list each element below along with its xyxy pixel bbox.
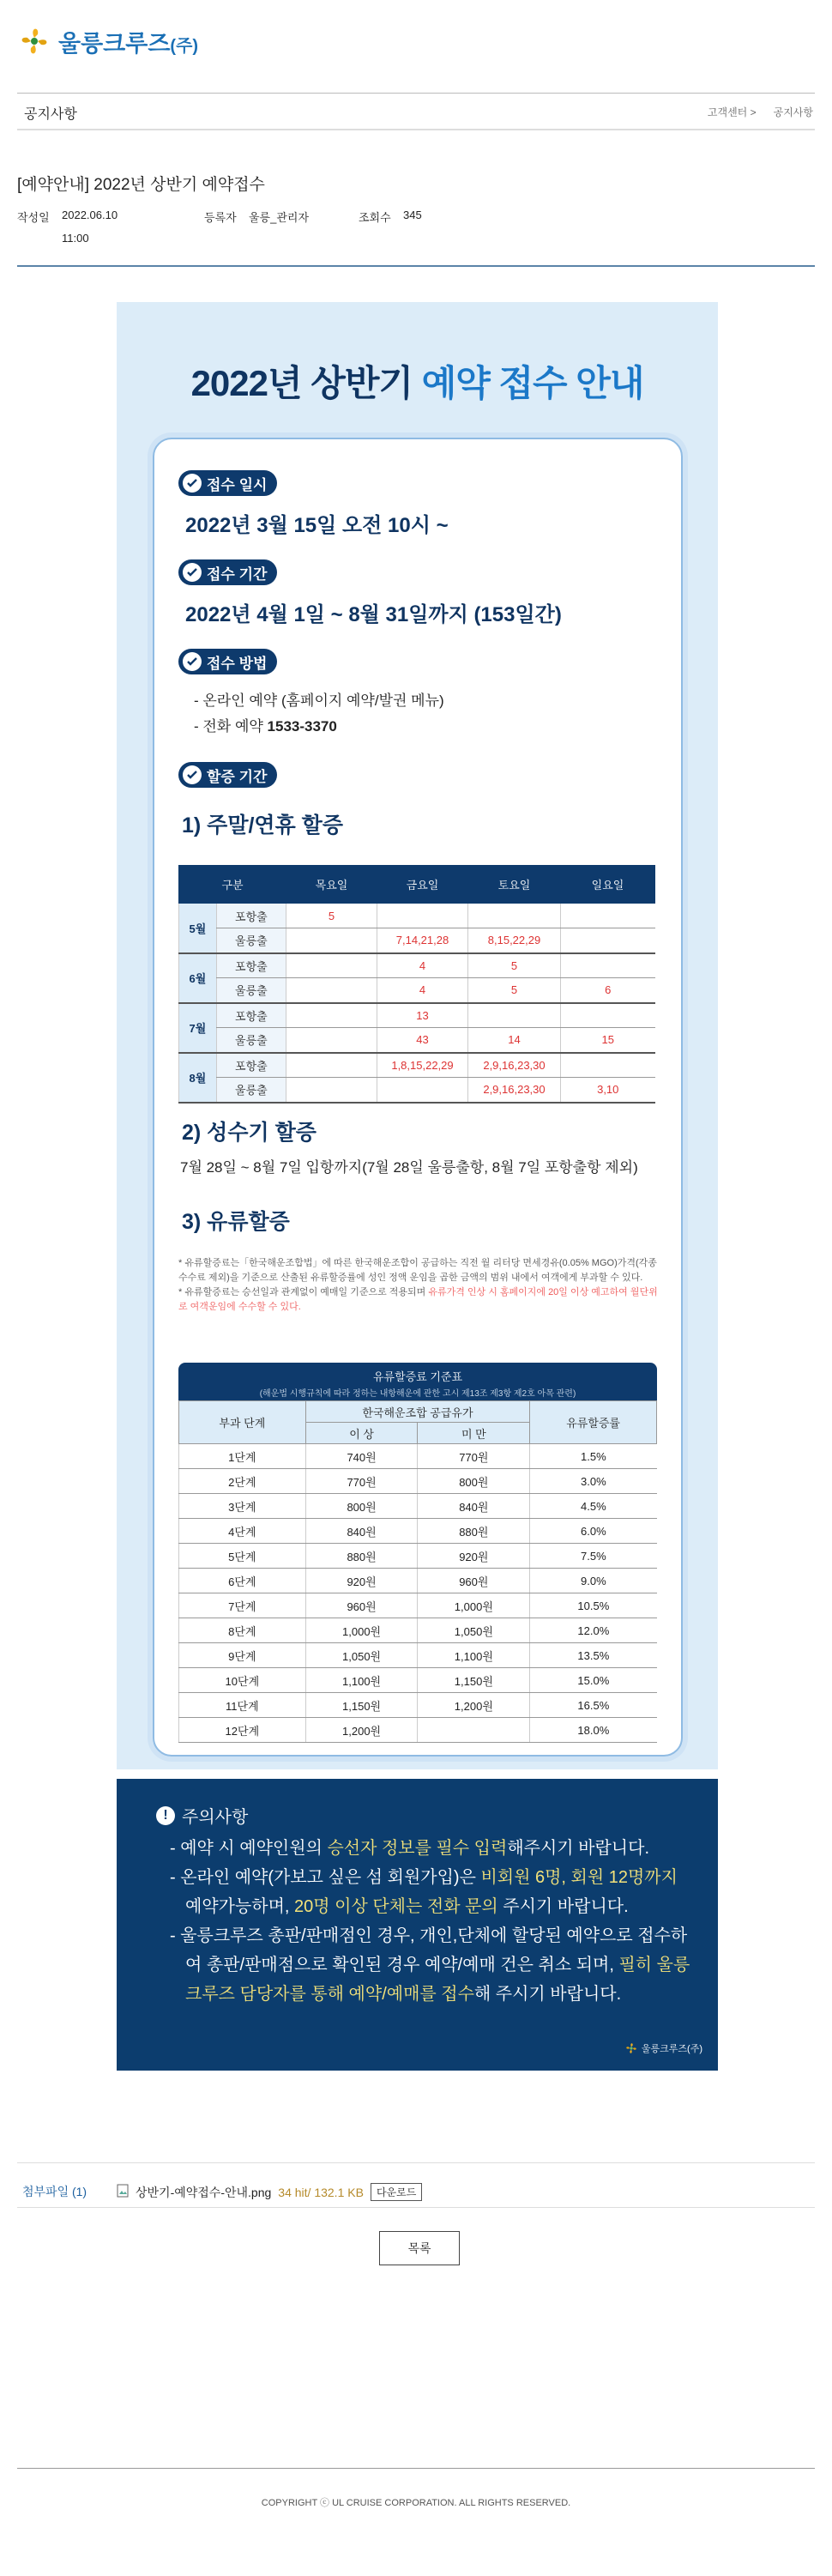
th-fri: 금요일: [377, 866, 468, 904]
caution-body: [170, 1834, 693, 2009]
fuel-cell: 960원: [418, 1569, 530, 1593]
fuel-cell: 880원: [418, 1519, 530, 1544]
check-icon: [183, 765, 202, 784]
cell: 5: [286, 904, 377, 928]
fuel-table-row: [179, 1668, 657, 1693]
cell: 2,9,16,23,30: [468, 1053, 561, 1078]
cell: 2,9,16,23,30: [468, 1078, 561, 1103]
caution-item-2: - 온라인 예약(가보고 싶은 섬 회원가입)은 비회원 6명, 회원 12명까지: [170, 1868, 678, 1887]
cell: [561, 904, 655, 928]
fuel-cell: 1,050원: [305, 1643, 418, 1668]
date-value: 2022.06.10: [62, 209, 118, 221]
fuel-cell: 12.0%: [530, 1618, 657, 1643]
fuel-cell: 1,200원: [305, 1718, 418, 1743]
method-online: - 온라인 예약 (홈페이지 예약/발권 메뉴): [194, 692, 444, 709]
info-card: [153, 438, 683, 1757]
fuel-cell: 1,150원: [418, 1668, 530, 1693]
list-button[interactable]: 목록: [379, 2231, 460, 2265]
check-icon: [183, 474, 202, 493]
cell: [377, 1078, 468, 1103]
route-cell: 울릉출: [216, 978, 286, 1003]
receipt-date-value: 2022년 3월 15일 오전 10시 ~: [185, 514, 449, 537]
divider: [17, 2468, 815, 2469]
fuel-cell: 10단계: [179, 1668, 306, 1693]
fuel-cell: 1,100원: [305, 1668, 418, 1693]
fuel-cell: 13.5%: [530, 1643, 657, 1668]
fuel-cell: 9.0%: [530, 1569, 657, 1593]
caution-item-1: - 예약 시 예약인원의 승선자 정보를 필수 입력해주시기 바랍니다.: [170, 1839, 650, 1858]
fuel-table-row: [179, 1618, 657, 1643]
caution-item-2-cont: 예약가능하며, 20명 이상 단체는 전화 문의 주시기 바랍니다.: [185, 1897, 629, 1916]
fuel-cell: 12단계: [179, 1718, 306, 1743]
cell: [286, 978, 377, 1003]
poster-title: 2022년 상반기 예약 접수 안내: [190, 363, 644, 403]
note-2: * 유류할증료는 승선일과 관계없이 예매일 기준으로 적용되며 유류가격 인상 시 홈페이지에 20일 이상 예고하여 월단위로 여객운임에 수수할 수 있다.: [178, 1287, 658, 1312]
fuel-cell: 16.5%: [530, 1693, 657, 1718]
caution-item-3: - 울릉크루즈 총판/판매점인 경우, 개인,단체에 할당된 예약으로 접수하여 총판/판매점으로 확인된 경우 예약/예매 건은 취소 되며, 필히 울릉크루즈 담당자를 통해 예약/예매를 접수해 주시기 바랍니다.: [170, 1926, 690, 2004]
image-file-icon: [117, 2184, 129, 2200]
fuel-cell: 1,200원: [418, 1693, 530, 1718]
cell: [286, 928, 377, 953]
th-category: 구분: [179, 866, 286, 904]
fuel-cell: 4단계: [179, 1519, 306, 1544]
date-label: 작성일: [17, 211, 50, 224]
author-value: 울릉_관리자: [249, 211, 310, 224]
cell: [286, 1003, 377, 1028]
views-value: 345: [403, 209, 422, 221]
section-peak-surcharge: 2) 성수기 할증: [182, 1121, 317, 1145]
fuel-table-row: [179, 1643, 657, 1668]
cell: [377, 904, 468, 928]
fuel-cell: 9단계: [179, 1643, 306, 1668]
download-button[interactable]: 다운로드: [371, 2183, 422, 2201]
surcharge-period-badge: 할증 기간: [178, 762, 277, 788]
fuel-cell: 3.0%: [530, 1469, 657, 1494]
cell: 1,8,15,22,29: [377, 1053, 468, 1078]
fuel-cell: 7단계: [179, 1593, 306, 1618]
divider: [17, 129, 815, 130]
fuel-cell: 840원: [418, 1494, 530, 1519]
copyright: COPYRIGHT ⓒ UL CRUISE CORPORATION. ALL RIGHTS RESERVED.: [261, 2498, 571, 2508]
fuel-cell: [418, 1718, 530, 1743]
fuel-table-row: [179, 1593, 657, 1618]
fuel-cell: 1,050원: [418, 1618, 530, 1643]
receipt-method-badge: 접수 방법: [178, 649, 277, 674]
fuel-table-row: [179, 1469, 657, 1494]
fuel-cell: 920원: [418, 1544, 530, 1569]
section-fuel-surcharge: 3) 유류할증: [182, 1210, 290, 1234]
fuel-table-row: [179, 1519, 657, 1544]
cell: 5: [468, 978, 561, 1003]
board-title: 공지사항: [24, 107, 77, 122]
th-supply: 한국해운조합 공급유가: [305, 1401, 530, 1423]
author-label: 등록자: [204, 211, 237, 224]
fuel-table-row: [179, 1494, 657, 1519]
divider: [17, 2162, 815, 2163]
fuel-table-row: [179, 1444, 657, 1469]
route-cell: 포항출: [216, 1053, 286, 1078]
cell: [561, 1053, 655, 1078]
fuel-cell: 10.5%: [530, 1593, 657, 1618]
th-over: 이 상: [305, 1423, 418, 1444]
fuel-cell: 15.0%: [530, 1668, 657, 1693]
cell: 43: [377, 1028, 468, 1053]
cell: 15: [561, 1028, 655, 1053]
cell: 5: [468, 953, 561, 978]
fuel-cell: 18.0%: [530, 1718, 657, 1743]
cell: 3,10: [561, 1078, 655, 1103]
route-cell: 울릉출: [216, 1078, 286, 1103]
fuel-cell: 770원: [418, 1444, 530, 1469]
th-under: 미 만: [418, 1423, 530, 1444]
th-rate: 유류할증률: [530, 1401, 657, 1444]
fuel-cell: 840원: [305, 1519, 418, 1544]
attachment-label: 첨부파일 (1): [22, 2185, 87, 2198]
fuel-table-title: 유류할증료 기준표 (해운법 시행규칙에 따라 정하는 내항해운에 관한 고시 제13조 제3항 제2호 아목 관련): [178, 1363, 657, 1400]
cell: [468, 904, 561, 928]
route-cell: 포항출: [216, 953, 286, 978]
cell: [561, 953, 655, 978]
receipt-date-badge: 접수 일시: [178, 470, 277, 496]
cell: [286, 1078, 377, 1103]
th-stage: 부과 단계: [179, 1401, 306, 1444]
caution-box: [117, 1779, 718, 2071]
cell: 8,15,22,29: [468, 928, 561, 953]
fuel-cell: 880원: [305, 1544, 418, 1569]
fuel-cell: 1단계: [179, 1444, 306, 1469]
weekend-surcharge-table: [178, 865, 655, 1104]
cell: [561, 928, 655, 953]
fuel-cell: 7.5%: [530, 1544, 657, 1569]
route-cell: 울릉출: [216, 928, 286, 953]
fuel-notes: [178, 1256, 659, 1315]
logo-text: 울릉크루즈(주): [58, 30, 199, 57]
cell: 7,14,21,28: [377, 928, 468, 953]
section-weekend-surcharge: 1) 주말/연휴 할증: [182, 813, 343, 838]
month-cell: 6월: [179, 953, 217, 1003]
fuel-table-row: [179, 1569, 657, 1593]
route-cell: 포항출: [216, 1003, 286, 1028]
fuel-cell: 8단계: [179, 1618, 306, 1643]
fuel-cell: 3단계: [179, 1494, 306, 1519]
time-value: 11:00: [62, 232, 89, 245]
fuel-cell: 740원: [305, 1444, 418, 1469]
th-sat: 토요일: [468, 866, 561, 904]
site-logo[interactable]: [17, 24, 198, 58]
th-thu: 목요일: [286, 866, 377, 904]
pinwheel-logo-icon: [17, 24, 51, 58]
fuel-cell: 6.0%: [530, 1519, 657, 1544]
breadcrumb-notice[interactable]: 공지사항: [773, 106, 813, 118]
fuel-cell: 1,150원: [305, 1693, 418, 1718]
cell: [468, 1003, 561, 1028]
cell: 13: [377, 1003, 468, 1028]
divider: [17, 265, 815, 267]
notice-poster: [117, 302, 718, 2054]
fuel-cell: 11단계: [179, 1693, 306, 1718]
poster-footer-logo: 울릉크루즈(주): [624, 2041, 702, 2055]
cell: [286, 1053, 377, 1078]
month-cell: 5월: [179, 904, 217, 953]
route-cell: 울릉출: [216, 1028, 286, 1053]
fuel-table-row: [179, 1693, 657, 1718]
fuel-cell: 960원: [305, 1593, 418, 1618]
cell: 6: [561, 978, 655, 1003]
fuel-cell: 920원: [305, 1569, 418, 1593]
fuel-cell: 1.5%: [530, 1444, 657, 1469]
note-1: * 유류할증료는「한국해운조합법」에 따른 한국해운조합이 공급하는 직전 월 리터당 면세경유(0.05% MGO)가격(각종 수수료 제외)을 기준으로 산출된 유류할증률에 성인 정액 운임을 곱한 금액의 범위 내에서 여객에게 부과할 수 있다.: [178, 1258, 657, 1283]
breadcrumb-customer-center[interactable]: 고객센터 >: [707, 106, 757, 118]
divider: [17, 2207, 815, 2208]
cell: 14: [468, 1028, 561, 1053]
caution-title: ! 주의사항: [156, 1803, 248, 1828]
route-cell: 포항출: [216, 904, 286, 928]
fuel-surcharge-table: [178, 1400, 657, 1743]
receipt-period-value: 2022년 4월 1일 ~ 8월 31일까지 (153일간): [185, 603, 562, 626]
breadcrumb: [708, 105, 813, 119]
th-sun: 일요일: [561, 866, 655, 904]
cell: [286, 1028, 377, 1053]
fuel-cell: 770원: [305, 1469, 418, 1494]
check-icon: [183, 563, 202, 582]
exclamation-icon: !: [156, 1806, 175, 1825]
attachment-item: [117, 2183, 422, 2201]
fuel-cell: 6단계: [179, 1569, 306, 1593]
fuel-table-row: [179, 1544, 657, 1569]
fuel-cell: 800원: [305, 1494, 418, 1519]
attachment-hits: 34 hit/ 132.1 KB: [278, 2185, 364, 2199]
fuel-cell: 5단계: [179, 1544, 306, 1569]
fuel-table-row: [179, 1718, 657, 1743]
cell: [286, 953, 377, 978]
cell: 4: [377, 978, 468, 1003]
fuel-cell: 4.5%: [530, 1494, 657, 1519]
cell: [561, 1003, 655, 1028]
fuel-cell: 800원: [418, 1469, 530, 1494]
month-cell: 8월: [179, 1053, 217, 1103]
attachment-file-link[interactable]: 상반기-예약접수-안내.png: [136, 2185, 272, 2199]
check-icon: [183, 652, 202, 671]
fuel-cell: 1,000원: [418, 1593, 530, 1618]
receipt-period-badge: 접수 기간: [178, 559, 277, 585]
peak-surcharge-text: 7월 28일 ~ 8월 7일 입항까지(7월 28일 울릉출항, 8월 7일 포항출항 제외): [180, 1159, 638, 1176]
method-phone: - 전화 예약 1533-3370: [194, 718, 337, 735]
pinwheel-logo-icon: [624, 2041, 638, 2055]
fuel-cell: 2단계: [179, 1469, 306, 1494]
views-label: 조회수: [359, 211, 391, 224]
fuel-cell: 1,100원: [418, 1643, 530, 1668]
fuel-cell: 1,000원: [305, 1618, 418, 1643]
divider: [17, 93, 815, 94]
post-title: [예약안내] 2022년 상반기 예약접수: [17, 176, 265, 194]
cell: 4: [377, 953, 468, 978]
month-cell: 7월: [179, 1003, 217, 1053]
